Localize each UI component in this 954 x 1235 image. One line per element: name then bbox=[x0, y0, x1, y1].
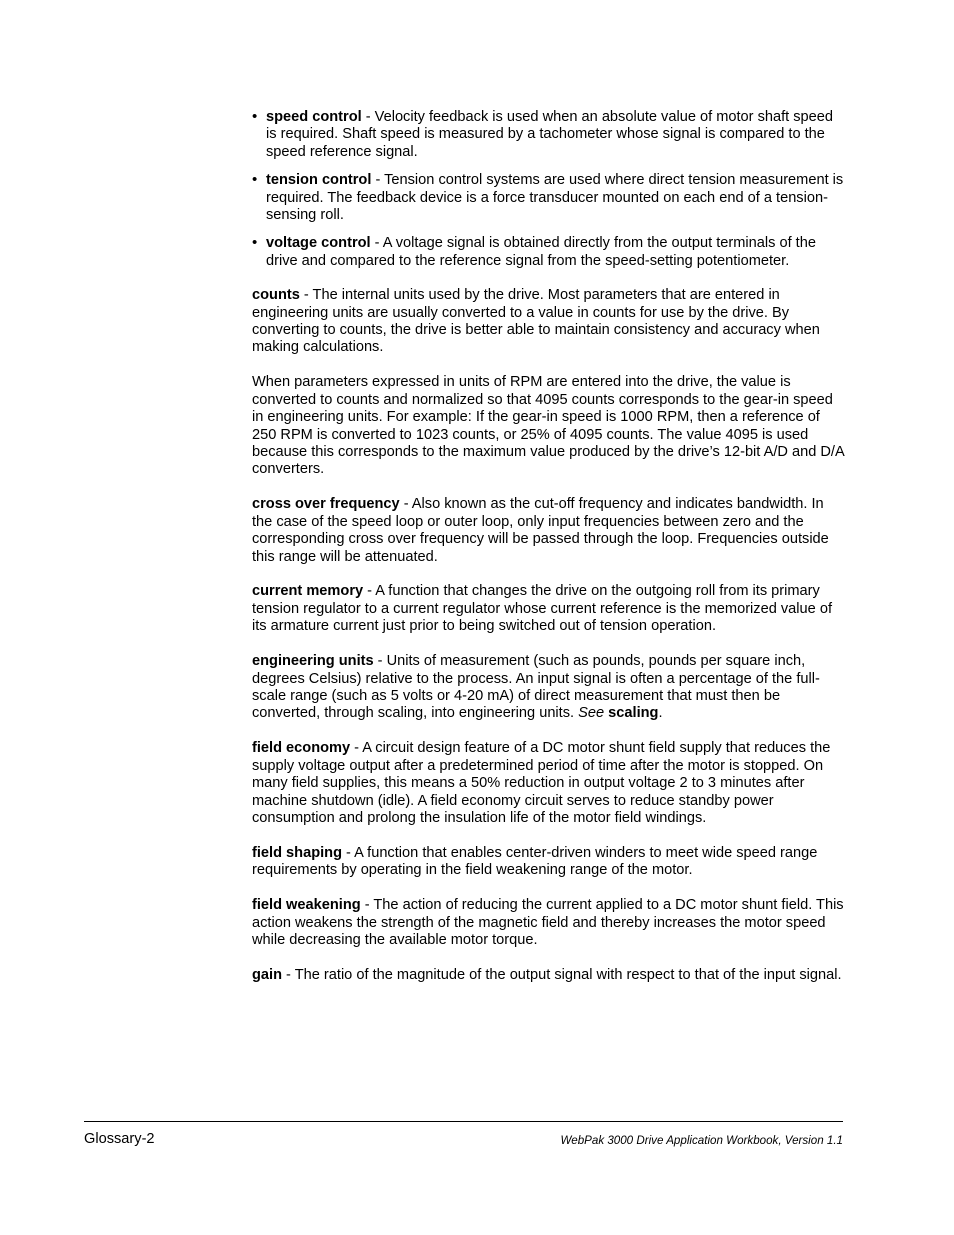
glossary-definition: - Velocity feedback is used when an absolute value of motor shaft speed is required. Shaft speed is measured by a tachometer whose signal is compared to the speed reference signal. bbox=[266, 109, 834, 160]
bullet-icon: • bbox=[252, 171, 258, 189]
glossary-term: speed control bbox=[266, 109, 362, 125]
control-types-list bbox=[252, 109, 846, 270]
glossary-definition: - A function that changes the drive on the outgoing roll from its primary tension regulator to a current regulator whose current reference is the memorized value of its armature current just prior to being switched out of tension operation. bbox=[252, 583, 832, 635]
list-item bbox=[252, 172, 846, 224]
page-number: Glossary-2 bbox=[84, 1131, 155, 1147]
see-reference-term: scaling bbox=[608, 705, 659, 722]
glossary-entry-counts bbox=[252, 287, 846, 357]
glossary-entry-gain bbox=[252, 967, 846, 984]
glossary-entry-counts-note: When parameters expressed in units of RPM are entered into the drive, the value is converted to counts and normalized so that 4095 counts corresponds to the gear-in speed in engineering units. For example: If the gear-in speed is 1000 RPM, then a reference of 250 RPM is converted to 1023 counts, or 25% of 4095 counts. The value 4095 is used because this corresponds to the maximum value produced by the drive’s 12-bit A/D and D/A converters. bbox=[252, 374, 844, 478]
glossary-term: field weakening bbox=[252, 897, 361, 914]
bullet-icon: • bbox=[252, 108, 258, 125]
glossary-term: engineering units bbox=[252, 653, 374, 670]
glossary-definition: - Tension control systems are used where direct tension measurement is required. The feedback device is a force transducer mounted on each end of a tension-sensing roll. bbox=[266, 172, 844, 224]
glossary-entry-field-weakening bbox=[252, 897, 846, 949]
bullet-icon: • bbox=[252, 234, 258, 252]
sentence-end: . bbox=[658, 705, 663, 722]
book-title: WebPak 3000 Drive Application Workbook, Version 1.1 bbox=[560, 1134, 843, 1147]
glossary-definition: - A circuit design feature of a DC motor shunt field supply that reduces the supply voltage output after a predetermined period of time after the motor is stopped. On many field supplies, this means a 50% reduction in output voltage 2 to 3 minutes after machine shutdown (idle). A field economy circuit serves to reduce standby power consumption and prolong the insulation life of the motor field windings. bbox=[252, 740, 831, 826]
glossary-definition: - The ratio of the magnitude of the output signal with respect to that of the input signal. bbox=[282, 966, 842, 983]
list-item bbox=[252, 109, 846, 161]
glossary-entry-cross-over-frequency bbox=[252, 496, 846, 566]
glossary-definition: - Also known as the cut-off frequency and indicates bandwidth. In the case of the speed loop or outer loop, only input frequencies between zero and the corresponding cross over frequency will be passed through the loop. Frequencies outside this range will be attenuated. bbox=[252, 496, 829, 565]
glossary-definition: - A function that enables center-driven winders to meet wide speed range requirements by operating in the field weakening range of the motor. bbox=[252, 844, 818, 879]
glossary-term: cross over frequency bbox=[252, 496, 400, 513]
glossary-term: gain bbox=[252, 966, 282, 983]
glossary-definition: - A voltage signal is obtained directly from the output terminals of the drive and compared to the reference signal from the speed-setting potentiometer. bbox=[266, 235, 816, 269]
glossary-definition: - The internal units used by the drive. Most parameters that are entered in engineering units are usually converted to a value in counts for use by the drive. By converting to counts, the drive is better able to maintain consistency and accuracy when making calculations. bbox=[252, 287, 820, 356]
glossary-content bbox=[252, 109, 846, 1002]
glossary-term: tension control bbox=[266, 172, 372, 189]
glossary-term: current memory bbox=[252, 583, 364, 600]
glossary-term: counts bbox=[252, 287, 300, 304]
glossary-entry-engineering-units bbox=[252, 653, 846, 723]
footer-divider bbox=[84, 1121, 843, 1122]
glossary-definition: - The action of reducing the current applied to a DC motor shunt field. This action weakens the strength of the magnetic field and thereby increases the motor speed while decreasing the available motor torque. bbox=[252, 897, 844, 948]
glossary-entry-current-memory bbox=[252, 583, 846, 635]
glossary-term: field shaping bbox=[252, 844, 342, 861]
glossary-term: voltage control bbox=[266, 235, 371, 252]
glossary-entry-field-economy bbox=[252, 740, 846, 827]
list-item bbox=[252, 235, 846, 270]
glossary-definition: - Units of measurement (such as pounds, pounds per square inch, degrees Celsius) relative to the process. An input signal is often a percentage of the full-scale range (such as 5 volts or 4-20 mA) of direct measurement that must then be converted, through scaling, into engineering units. bbox=[252, 653, 820, 722]
glossary-term: field economy bbox=[252, 740, 351, 757]
see-label: See bbox=[578, 705, 605, 722]
glossary-entry-field-shaping bbox=[252, 845, 846, 880]
